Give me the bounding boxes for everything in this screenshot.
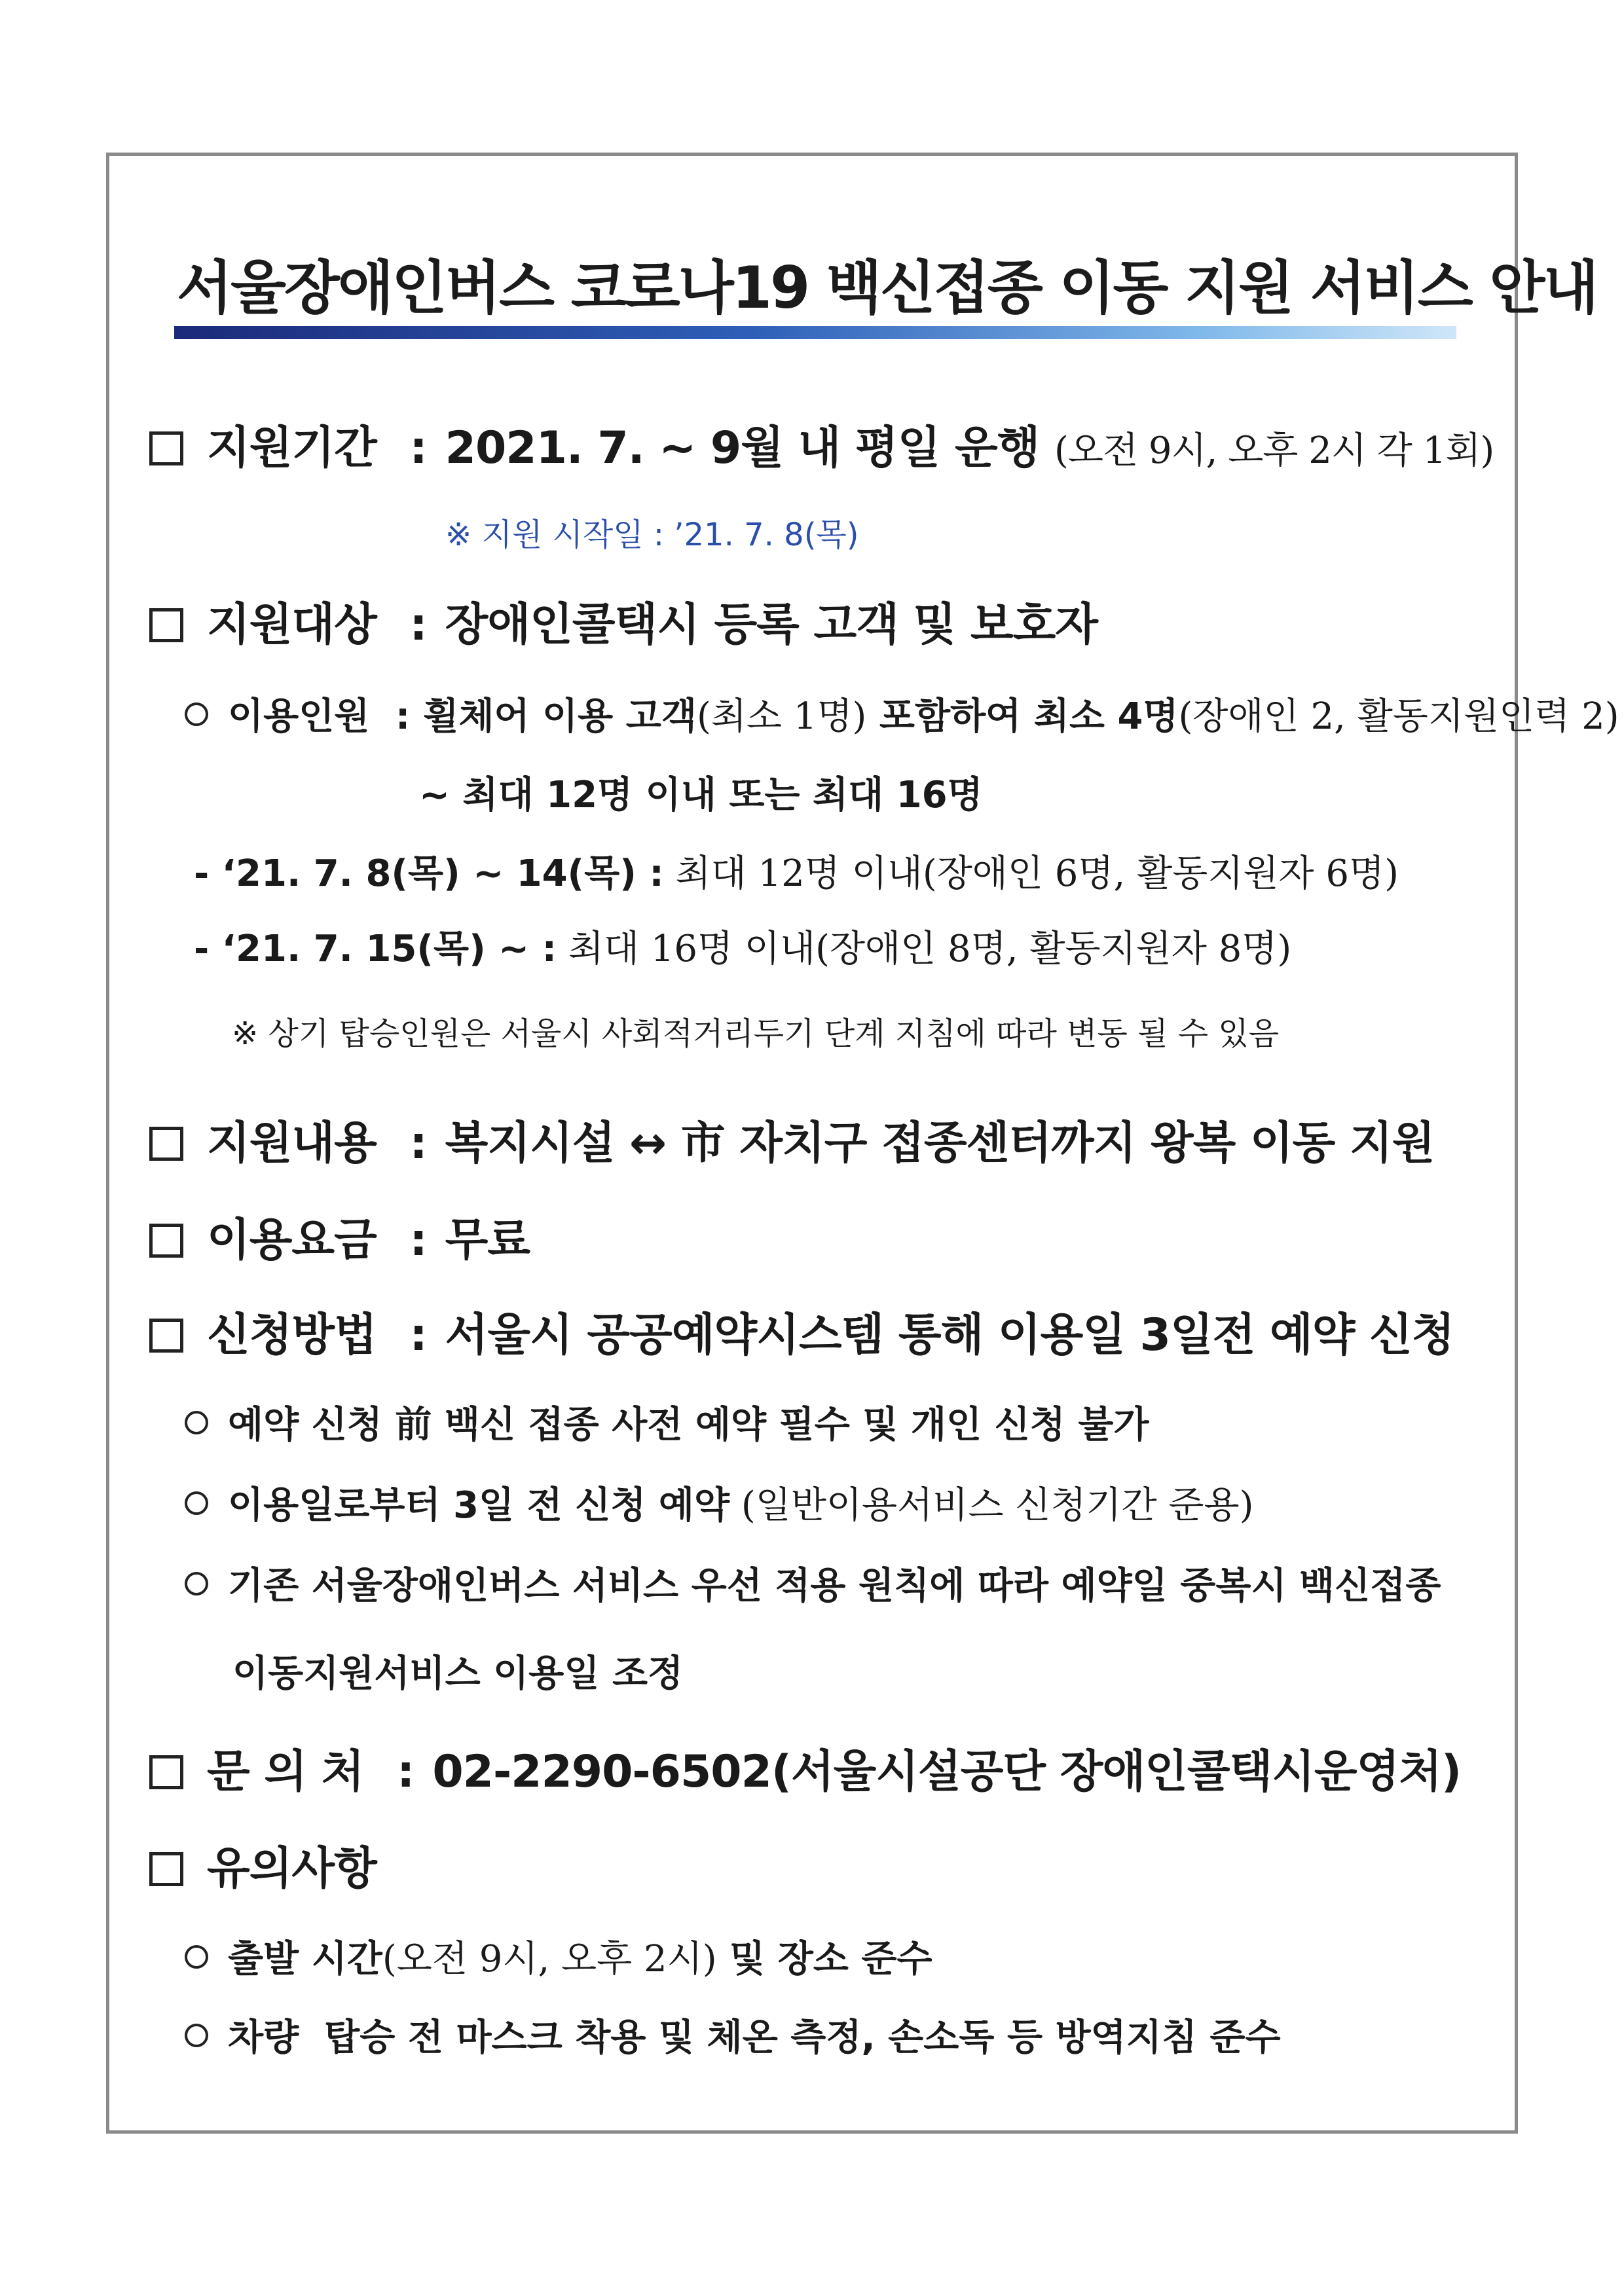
period-label: 지원기간 [207,422,377,474]
users-c: 포함하여 최소 4명 [866,695,1179,738]
circle-bullet-icon [185,1411,208,1434]
dash1-rest: 최대 12명 이내(장애인 6명, 활동지원자 6명) [663,852,1399,895]
target-dash1 [194,845,1399,897]
apply-item2-a: 이용일로부터 3일 전 신청 예약 [228,1484,730,1527]
content-value: 복지시설 ↔ 市 자치구 접종센터까지 왕복 이동 지원 [445,1118,1435,1169]
fee-colon: : [409,1214,427,1266]
dash1-bold: - ‘21. 7. 8(목) ~ 14(목) : [194,852,664,895]
target-label: 지원대상 [207,599,377,651]
apply-item1-text: 예약 신청 前 백신 접종 사전 예약 필수 및 개인 신청 불가 [228,1404,1149,1446]
caution-label: 유의사항 [207,1843,377,1895]
users-line2: ~ 최대 12명 이내 또는 최대 16명 [419,774,983,816]
contact-label: 문 의 처 [207,1746,364,1798]
content-colon: : [409,1118,427,1169]
title-underline [174,326,1456,339]
checkbox-icon [149,1755,183,1789]
circle-bullet-icon [185,1491,208,1515]
checkbox-icon [149,1127,183,1161]
target-colon: : [409,599,427,651]
apply-value: 서울시 공공예약시스템 통해 이용일 3일전 예약 신청 [445,1309,1454,1361]
apply-item2 [185,1476,1253,1529]
users-d: (장애인 2, 활동지원인력 2) [1178,695,1619,738]
checkbox-icon [149,1852,183,1886]
target-value: 장애인콜택시 등록 고객 및 보호자 [445,599,1098,651]
circle-bullet-icon [185,1572,208,1595]
content-label: 지원내용 [207,1118,377,1169]
page-title: 서울장애인버스 코로나19 백신접종 이동 지원 서비스 안내 [177,254,1597,321]
caution-item2 [185,2009,1281,2061]
apply-colon: : [409,1309,427,1361]
apply-item3 [185,1557,1441,1609]
target-users [185,687,1619,740]
section-fee [149,1205,530,1268]
period-detail: (오전 9시, 오후 2시 각 1회) [1054,429,1494,472]
caution-item1 [185,1930,932,1982]
contact-value: 02-2290-6502(서울시설공단 장애인콜택시운영처) [432,1746,1462,1798]
users-label: 이용인원 [228,695,370,738]
period-note: ※ 지원 시작일 : ’21. 7. 8(목) [445,517,859,553]
caution-item1-c: 및 장소 준수 [716,1938,932,1980]
section-period [149,412,1494,476]
caution-item1-b: (오전 9시, 오후 2시) [382,1938,717,1980]
fee-label: 이용요금 [207,1214,377,1266]
apply-item3-line2: 이동지원서비스 이용일 조정 [232,1652,684,1695]
section-contact [149,1736,1461,1800]
dash2-bold: - ‘21. 7. 15(목) ~ : [194,928,557,970]
period-value: 2021. 7. ~ 9월 내 평일 운행 [445,422,1040,474]
apply-item2-b: (일반이용서비스 신청기간 준용) [729,1484,1254,1527]
apply-label: 신청방법 [207,1309,377,1361]
fee-value: 무료 [445,1214,530,1266]
checkbox-icon [149,608,183,642]
checkbox-icon [149,1224,183,1258]
checkbox-icon [149,431,183,465]
period-colon: : [409,422,427,474]
section-target [149,589,1098,653]
section-caution [149,1833,377,1897]
checkbox-icon [149,1319,183,1353]
contact-colon: : [397,1746,415,1798]
target-note: ※ 상기 탑승인원은 서울시 사회적거리두기 단계 지침에 따라 변동 될 수 있음 [232,1015,1280,1052]
users-colon: : [395,695,411,738]
apply-item3-line1: 기존 서울장애인버스 서비스 우선 적용 원칙에 따라 예약일 중복시 백신접종 [228,1565,1441,1607]
caution-item1-a: 출발 시간 [228,1938,382,1980]
apply-item1 [185,1396,1149,1448]
target-dash2 [194,920,1291,972]
dash2-rest: 최대 16명 이내(장애인 8명, 활동지원자 8명) [556,928,1292,970]
circle-bullet-icon [185,1945,208,1969]
caution-item2-text: 차량 탑승 전 마스크 착용 및 체온 측정, 손소독 등 방역지침 준수 [228,2016,1281,2059]
section-content [149,1108,1434,1171]
users-b: (최소 1명) [696,695,867,738]
circle-bullet-icon [185,702,208,726]
users-a: 휠체어 이용 고객 [423,695,697,738]
section-apply [149,1300,1454,1363]
circle-bullet-icon [185,2024,208,2047]
